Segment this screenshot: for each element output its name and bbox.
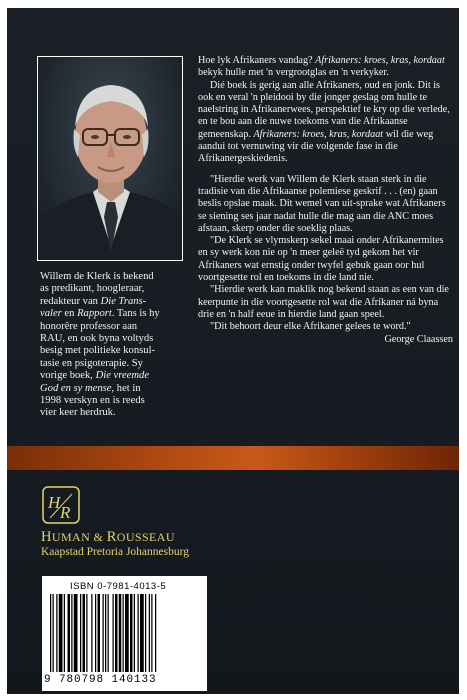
author-portrait	[37, 56, 183, 261]
barcode-bar	[91, 594, 92, 672]
review-quote-4: "Dit behoort deur elke Afrikaner gelees te word."	[210, 321, 411, 333]
review-quote-2: "De Klerk se vlymskerp sekel maai onder Afrikanermites en sy werk kon nie op 'n meer geleë tyd gekom het vir Afrikaners wat ernstig onder twyfel gebuk gaan oor hul voortgesette rol en toekoms in die land nie.	[198, 235, 444, 284]
barcode-bar	[113, 594, 114, 672]
review-quote-1: "Hierdie werk van Willem de Klerk staan sterk in die tradisie van die Afrikaanse polemiese geskrif . . . (en) gaan beslis opslae maak. Dit wemel van uit-sprake wat Afrikaners se siening ses jaar nadat hulle die mag aan die ANC moes afstaan, skerp onder die soeklig plaas.	[198, 173, 446, 234]
barcode-bar	[125, 594, 129, 672]
ean-number: 9 780798 140133	[44, 674, 157, 686]
barcode-bar	[134, 594, 135, 672]
svg-text:R: R	[60, 503, 71, 522]
review-attribution: George Claassen	[384, 333, 453, 345]
barcode-bar	[80, 594, 81, 672]
barcode-bar	[95, 594, 96, 672]
barcode-bar	[130, 594, 133, 672]
blurb-description: Dié boek is gerig aan alle Afrikaners, oud en jonk. Dit is ook en veral 'n pleidooi by die jonger geslag om hulle te naelstring in Afrikanerwees, perspektief te kry op die verlede, en te bou aan die nuwe toekoms van die Afrikaanse gemeenskap. Afrikaners: kroes, kras, kordaat wil die weg aandui tot vernuwing vir die volgende fase in die Afrikanergeskiedenis.	[198, 79, 450, 165]
book-back-cover	[7, 8, 459, 694]
barcode-bar	[115, 594, 118, 672]
barcode-bar	[119, 594, 122, 672]
barcode-bar	[68, 594, 71, 672]
barcode-bar	[86, 594, 87, 672]
isbn-number: ISBN 0-7981-4013-5	[70, 581, 167, 592]
barcode	[42, 576, 207, 691]
blurb-intro: Hoe lyk Afrikaners vandag? Afrikaners: kroes, kras, kordaat bekyk hulle met 'n vergrootglas en 'n verkyker.	[198, 55, 445, 79]
barcode-bar	[74, 594, 78, 672]
barcode-bar	[123, 594, 124, 672]
barcode-bar	[56, 594, 57, 672]
book-blurb	[198, 55, 453, 346]
svg-text:H: H	[48, 493, 61, 512]
barcode-bar	[103, 594, 104, 672]
barcode-bar	[155, 594, 156, 672]
barcode-bars	[48, 594, 200, 674]
publisher-cities: Kaapstad Pretoria Johannesburg	[41, 546, 189, 558]
review-quote-3: "Hierdie werk kan maklik nog bekend staan as een van die keerpunte in die voortgesette rol wat die Afrikaner ná byna drie en 'n half eeue in hierdie land gaan speel.	[198, 284, 449, 320]
author-bio: Willem de Klerk is bekend as predikant, hoogleraar, redakteur van Die Trans- valer en Rapport. Tans is hy honorêre professor aan RAU, en ook byna voltyds besig met politieke konsul- tasie en psigoterapie. Sy vorige boek, Die vreemde God en sy mense, het in 1998 verskyn en is reeds vier keer herdruk.	[40, 271, 160, 419]
barcode-bar	[83, 594, 86, 672]
barcode-bar	[50, 594, 51, 672]
publisher-name: HUMAN & ROUSSEAU	[41, 529, 175, 545]
barcode-bar	[71, 594, 72, 672]
barcode-bar	[149, 594, 150, 672]
publisher-logo-icon	[42, 486, 80, 524]
barcode-bar	[53, 594, 54, 672]
decorative-band	[7, 446, 459, 470]
barcode-bar	[108, 594, 109, 672]
barcode-bar	[145, 594, 146, 672]
barcode-bar	[151, 594, 152, 672]
barcode-bar	[140, 594, 144, 672]
barcode-bar	[105, 594, 106, 672]
barcode-bar	[138, 594, 139, 672]
publisher-info	[41, 530, 189, 559]
barcode-bar	[98, 594, 101, 672]
barcode-bar	[64, 594, 65, 672]
barcode-bar	[59, 594, 63, 672]
